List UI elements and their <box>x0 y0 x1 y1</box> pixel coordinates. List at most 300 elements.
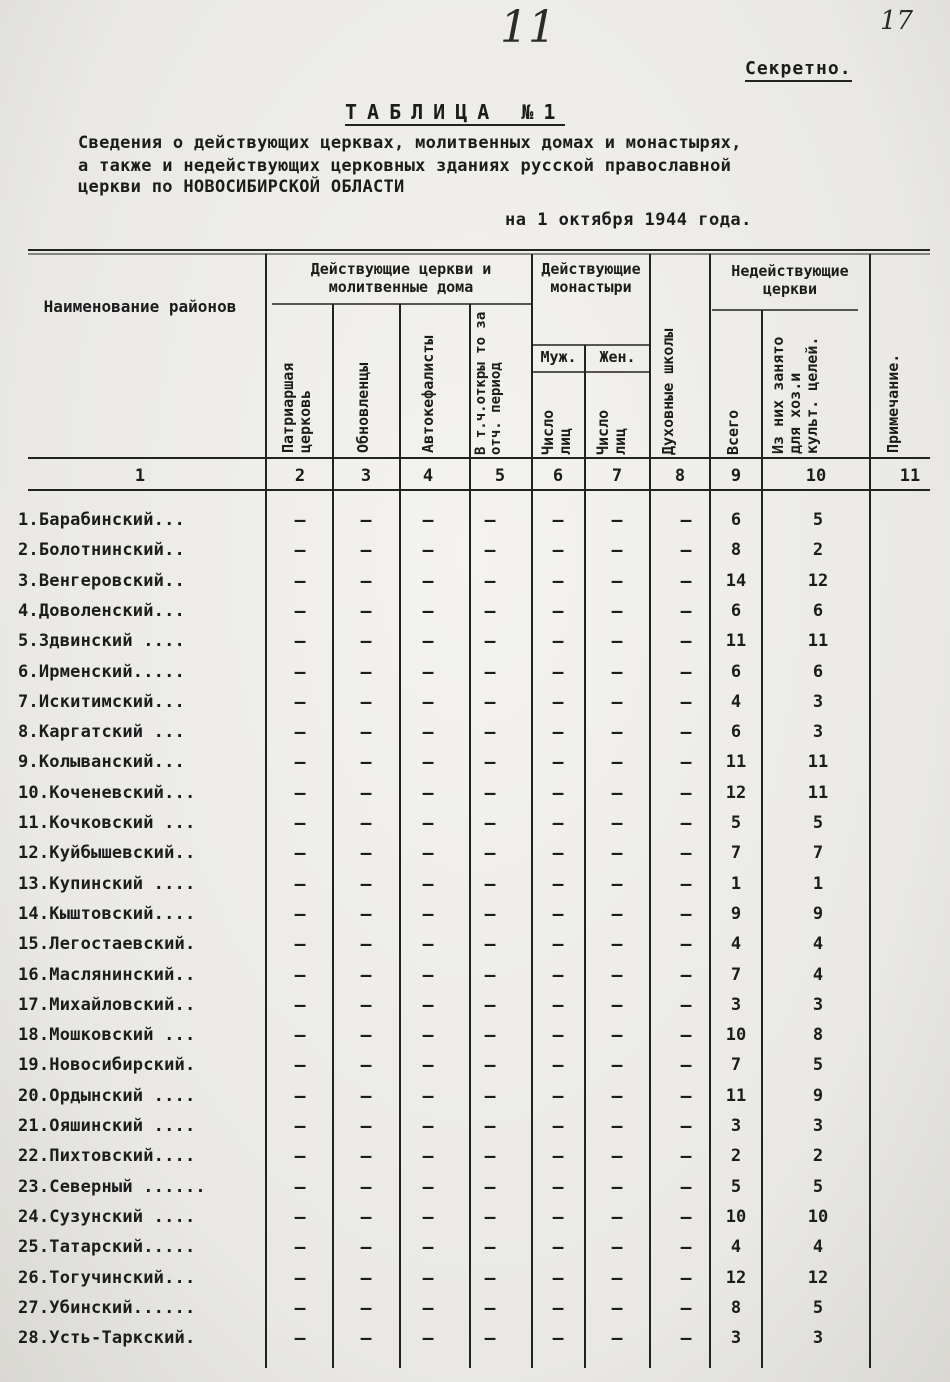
empty-cell-col7: – <box>611 1267 623 1289</box>
empty-cell-col2: – <box>294 631 306 653</box>
empty-cell-col8: – <box>680 903 692 925</box>
empty-cell-col8: – <box>680 1267 692 1289</box>
empty-cell-col7: – <box>611 1237 623 1259</box>
empty-cell-col3: – <box>360 934 372 956</box>
empty-cell-col7: – <box>611 570 623 592</box>
empty-cell-col3: – <box>360 1297 372 1319</box>
empty-cell-col6: – <box>552 570 564 592</box>
district-name: 25.Татарский..... <box>18 1237 196 1258</box>
empty-cell-col7: – <box>611 1085 623 1107</box>
empty-cell-col2: – <box>294 1237 306 1259</box>
district-name: 16.Маслянинский.. <box>18 964 196 985</box>
empty-cell-col3: – <box>360 1237 372 1259</box>
empty-cell-col4: – <box>422 1176 434 1198</box>
empty-cell-col3: – <box>360 540 372 562</box>
empty-cell-col8: – <box>680 1206 692 1228</box>
empty-cell-col7: – <box>611 691 623 713</box>
empty-cell-col3: – <box>360 813 372 834</box>
used-for-economic-cell: 2 <box>812 1146 824 1167</box>
column-number-4: 4 <box>422 466 434 486</box>
inactive-total-cell: 4 <box>730 934 742 955</box>
used-for-economic-cell: 9 <box>812 1085 824 1106</box>
inactive-total-cell: 7 <box>730 964 742 985</box>
empty-cell-col6: – <box>552 510 564 531</box>
used-for-economic-cell: 11 <box>807 631 829 652</box>
empty-cell-col7: – <box>611 1328 623 1350</box>
header-renovationists: Обновленцы <box>354 362 372 453</box>
empty-cell-col8: – <box>680 994 692 1016</box>
empty-cell-col4: – <box>422 1297 434 1319</box>
inactive-total-cell: 7 <box>730 1055 742 1076</box>
column-number-9: 9 <box>730 466 742 486</box>
empty-cell-col2: – <box>294 661 306 683</box>
empty-cell-col3: – <box>360 600 372 622</box>
empty-cell-col8: – <box>680 661 692 683</box>
empty-cell-col4: – <box>422 691 434 713</box>
district-name: 22.Пихтовский.... <box>18 1146 196 1167</box>
inactive-total-cell: 5 <box>730 813 742 833</box>
empty-cell-col4: – <box>422 813 434 834</box>
used-for-economic-cell: 5 <box>812 510 824 530</box>
empty-cell-col6: – <box>552 1267 564 1289</box>
empty-cell-col5: – <box>484 964 496 986</box>
empty-cell-col6: – <box>552 722 564 744</box>
empty-cell-col5: – <box>484 1267 496 1289</box>
inactive-total-cell: 11 <box>725 631 747 652</box>
subtitle-line-1: Сведения о действующих церквах, молитвенных домах и монастырях, <box>78 133 742 153</box>
empty-cell-col8: – <box>680 964 692 986</box>
district-name: 12.Куйбышевский.. <box>18 843 196 864</box>
empty-cell-col2: – <box>294 1267 306 1289</box>
column-number-1: 1 <box>134 466 146 486</box>
empty-cell-col2: – <box>294 570 306 592</box>
header-male-count: Число лиц <box>539 409 574 455</box>
inactive-total-cell: 10 <box>725 1025 747 1046</box>
header-opened-in-period: В т.ч.откры то за отч. период <box>473 311 504 455</box>
empty-cell-col8: – <box>680 934 692 956</box>
empty-cell-col3: – <box>360 510 372 531</box>
empty-cell-col6: – <box>552 994 564 1016</box>
header-male: Муж. <box>540 348 577 366</box>
subtitle-line-2: а также и недействующих церковных зданиях русской православной <box>78 156 732 176</box>
empty-cell-col4: – <box>422 752 434 774</box>
empty-cell-col5: – <box>484 752 496 774</box>
empty-cell-col6: – <box>552 1055 564 1077</box>
inactive-total-cell: 3 <box>730 1116 742 1136</box>
empty-cell-col2: – <box>294 994 306 1016</box>
empty-cell-col6: – <box>552 631 564 653</box>
empty-cell-col5: – <box>484 1206 496 1228</box>
inactive-total-cell: 12 <box>725 782 747 803</box>
empty-cell-col7: – <box>611 994 623 1016</box>
used-for-economic-cell: 5 <box>812 1297 824 1318</box>
column-number-10: 10 <box>805 466 827 486</box>
used-for-economic-cell: 1 <box>812 873 824 894</box>
empty-cell-col2: – <box>294 873 306 895</box>
inactive-total-cell: 11 <box>725 752 747 773</box>
empty-cell-col2: – <box>294 1328 306 1350</box>
empty-cell-col7: – <box>611 843 623 865</box>
header-group-inactive-churches: Недействующие церкви <box>731 262 849 298</box>
empty-cell-col4: – <box>422 722 434 744</box>
district-name: 1.Барабинский... <box>18 510 185 530</box>
column-number-5: 5 <box>494 466 506 486</box>
empty-cell-col2: – <box>294 1176 306 1198</box>
inactive-total-cell: 4 <box>730 691 742 712</box>
district-name: 20.Ордынский .... <box>18 1085 196 1106</box>
inactive-total-cell: 2 <box>730 1146 742 1167</box>
empty-cell-col5: – <box>484 570 496 592</box>
header-group-monasteries: Действующие монастыри <box>541 260 641 296</box>
empty-cell-col4: – <box>422 1055 434 1077</box>
used-for-economic-cell: 4 <box>812 934 824 955</box>
empty-cell-col4: – <box>422 1206 434 1228</box>
empty-cell-col6: – <box>552 782 564 804</box>
district-name: 26.Тогучинский... <box>18 1267 196 1288</box>
district-name: 2.Болотнинский.. <box>18 540 185 561</box>
empty-cell-col4: – <box>422 1025 434 1047</box>
empty-cell-col6: – <box>552 1237 564 1259</box>
empty-cell-col7: – <box>611 1176 623 1198</box>
used-for-economic-cell: 3 <box>812 691 824 712</box>
column-number-11: 11 <box>899 466 921 486</box>
empty-cell-col8: – <box>680 1328 692 1350</box>
district-name: 19.Новосибирский. <box>18 1055 196 1076</box>
district-name: 14.Кыштовский.... <box>18 903 196 924</box>
table-title: ТАБЛИЦА №1 <box>345 100 566 124</box>
empty-cell-col6: – <box>552 1297 564 1319</box>
empty-cell-col8: – <box>680 1176 692 1198</box>
empty-cell-col5: – <box>484 994 496 1016</box>
empty-cell-col8: – <box>680 722 692 744</box>
inactive-total-cell: 1 <box>730 873 742 894</box>
district-name: 10.Коченевский... <box>18 782 196 803</box>
empty-cell-col3: – <box>360 570 372 592</box>
empty-cell-col6: – <box>552 1206 564 1228</box>
empty-cell-col3: – <box>360 752 372 774</box>
district-name: 8.Каргатский ... <box>18 722 185 743</box>
empty-cell-col3: – <box>360 691 372 713</box>
empty-cell-col3: – <box>360 631 372 653</box>
empty-cell-col4: – <box>422 782 434 804</box>
empty-cell-col3: – <box>360 964 372 986</box>
inactive-total-cell: 6 <box>730 510 742 530</box>
folio-mark-right: 17 <box>880 6 914 36</box>
inactive-total-cell: 6 <box>730 600 742 621</box>
empty-cell-col3: – <box>360 1328 372 1350</box>
empty-cell-col4: – <box>422 1328 434 1350</box>
used-for-economic-cell: 11 <box>807 752 829 773</box>
empty-cell-col6: – <box>552 813 564 834</box>
empty-cell-col6: – <box>552 934 564 956</box>
header-remarks: Примечание. <box>884 353 902 453</box>
empty-cell-col2: – <box>294 1085 306 1107</box>
used-for-economic-cell: 4 <box>812 1237 824 1258</box>
empty-cell-col2: – <box>294 782 306 804</box>
used-for-economic-cell: 12 <box>807 1267 829 1288</box>
empty-cell-col2: – <box>294 722 306 744</box>
empty-cell-col4: – <box>422 570 434 592</box>
used-for-economic-cell: 11 <box>807 782 829 803</box>
empty-cell-col5: – <box>484 1146 496 1168</box>
empty-cell-col5: – <box>484 1297 496 1319</box>
empty-cell-col4: – <box>422 934 434 956</box>
district-name: 17.Михайловский.. <box>18 994 196 1015</box>
empty-cell-col8: – <box>680 1237 692 1259</box>
empty-cell-col8: – <box>680 752 692 774</box>
inactive-total-cell: 8 <box>730 540 742 561</box>
empty-cell-col7: – <box>611 903 623 925</box>
district-name: 21.Ояшинский .... <box>18 1116 196 1136</box>
report-date: на 1 октября 1944 года. <box>505 210 752 230</box>
used-for-economic-cell: 5 <box>812 1055 824 1076</box>
empty-cell-col8: – <box>680 843 692 865</box>
column-number-2: 2 <box>294 466 306 486</box>
empty-cell-col5: – <box>484 1237 496 1259</box>
empty-cell-col8: – <box>680 631 692 653</box>
empty-cell-col3: – <box>360 1176 372 1198</box>
empty-cell-col8: – <box>680 510 692 531</box>
empty-cell-col6: – <box>552 843 564 865</box>
used-for-economic-cell: 2 <box>812 540 824 561</box>
inactive-total-cell: 3 <box>730 994 742 1015</box>
empty-cell-col6: – <box>552 1146 564 1168</box>
district-name: 27.Убинский...... <box>18 1297 196 1318</box>
empty-cell-col3: – <box>360 903 372 925</box>
empty-cell-col3: – <box>360 873 372 895</box>
empty-cell-col5: – <box>484 782 496 804</box>
empty-cell-col5: – <box>484 722 496 744</box>
empty-cell-col4: – <box>422 994 434 1016</box>
empty-cell-col2: – <box>294 691 306 713</box>
empty-cell-col7: – <box>611 1116 623 1137</box>
header-theological-schools: Духовные школы <box>659 328 677 455</box>
district-name: 18.Мошковский ... <box>18 1025 196 1046</box>
empty-cell-col6: – <box>552 540 564 562</box>
empty-cell-col3: – <box>360 661 372 683</box>
empty-cell-col5: – <box>484 903 496 925</box>
empty-cell-col3: – <box>360 1206 372 1228</box>
empty-cell-col6: – <box>552 964 564 986</box>
empty-cell-col5: – <box>484 600 496 622</box>
empty-cell-col2: – <box>294 510 306 531</box>
inactive-total-cell: 7 <box>730 843 742 864</box>
empty-cell-col2: – <box>294 1116 306 1137</box>
empty-cell-col8: – <box>680 1297 692 1319</box>
header-patriarchal-church: Патриаршая церковь <box>279 362 314 453</box>
empty-cell-col8: – <box>680 600 692 622</box>
empty-cell-col4: – <box>422 1237 434 1259</box>
empty-cell-col2: – <box>294 1206 306 1228</box>
empty-cell-col2: – <box>294 964 306 986</box>
empty-cell-col4: – <box>422 631 434 653</box>
empty-cell-col7: – <box>611 510 623 531</box>
empty-cell-col8: – <box>680 813 692 834</box>
header-used-for-economic: Из них занято для хоз.и культ. целей. <box>769 336 821 454</box>
empty-cell-col3: – <box>360 1055 372 1077</box>
empty-cell-col7: – <box>611 782 623 804</box>
empty-cell-col7: – <box>611 1146 623 1168</box>
district-name: 24.Сузунский .... <box>18 1206 196 1227</box>
empty-cell-col3: – <box>360 1085 372 1107</box>
empty-cell-col4: – <box>422 600 434 622</box>
header-total: Всего <box>724 409 742 455</box>
header-female-count: Число лиц <box>594 409 629 455</box>
empty-cell-col4: – <box>422 1085 434 1107</box>
empty-cell-col2: – <box>294 752 306 774</box>
empty-cell-col5: – <box>484 813 496 834</box>
used-for-economic-cell: 5 <box>812 1176 824 1197</box>
empty-cell-col5: – <box>484 1176 496 1198</box>
empty-cell-col7: – <box>611 752 623 774</box>
empty-cell-col2: – <box>294 813 306 834</box>
empty-cell-col5: – <box>484 1025 496 1047</box>
empty-cell-col8: – <box>680 1055 692 1077</box>
folio-mark-left: 11 <box>500 2 556 53</box>
empty-cell-col4: – <box>422 964 434 986</box>
empty-cell-col4: – <box>422 661 434 683</box>
district-name: 23.Северный ...... <box>18 1176 206 1197</box>
empty-cell-col8: – <box>680 570 692 592</box>
used-for-economic-cell: 3 <box>812 994 824 1015</box>
empty-cell-col2: – <box>294 540 306 562</box>
empty-cell-col8: – <box>680 1085 692 1107</box>
empty-cell-col3: – <box>360 1146 372 1168</box>
column-number-7: 7 <box>611 466 623 486</box>
column-number-8: 8 <box>674 466 686 486</box>
empty-cell-col5: – <box>484 934 496 956</box>
empty-cell-col7: – <box>611 1206 623 1228</box>
used-for-economic-cell: 3 <box>812 1116 824 1136</box>
used-for-economic-cell: 5 <box>812 813 824 833</box>
used-for-economic-cell: 4 <box>812 964 824 985</box>
subtitle-line-3: церкви по НОВОСИБИРСКОЙ ОБЛАСТИ <box>78 177 405 197</box>
inactive-total-cell: 14 <box>725 570 747 591</box>
inactive-total-cell: 6 <box>730 661 742 682</box>
empty-cell-col2: – <box>294 1297 306 1319</box>
empty-cell-col3: – <box>360 843 372 865</box>
empty-cell-col5: – <box>484 1085 496 1107</box>
empty-cell-col2: – <box>294 600 306 622</box>
empty-cell-col4: – <box>422 873 434 895</box>
district-name: 6.Ирменский..... <box>18 661 185 682</box>
header-district-name: Наименование районов <box>43 297 237 316</box>
empty-cell-col3: – <box>360 994 372 1016</box>
inactive-total-cell: 9 <box>730 903 742 924</box>
empty-cell-col2: – <box>294 1055 306 1077</box>
empty-cell-col2: – <box>294 1025 306 1047</box>
inactive-total-cell: 4 <box>730 1237 742 1258</box>
header-group-active-churches: Действующие церкви и молитвенные дома <box>310 260 492 296</box>
empty-cell-col4: – <box>422 540 434 562</box>
used-for-economic-cell: 6 <box>812 661 824 682</box>
empty-cell-col6: – <box>552 661 564 683</box>
empty-cell-col8: – <box>680 1116 692 1137</box>
empty-cell-col6: – <box>552 1176 564 1198</box>
empty-cell-col8: – <box>680 1025 692 1047</box>
header-female: Жен. <box>599 348 636 366</box>
empty-cell-col7: – <box>611 661 623 683</box>
empty-cell-col7: – <box>611 964 623 986</box>
district-name: 5.Здвинский .... <box>18 631 185 652</box>
empty-cell-col7: – <box>611 631 623 653</box>
empty-cell-col5: – <box>484 510 496 531</box>
district-name: 13.Купинский .... <box>18 873 196 894</box>
empty-cell-col8: – <box>680 782 692 804</box>
empty-cell-col2: – <box>294 934 306 956</box>
used-for-economic-cell: 7 <box>812 843 824 864</box>
inactive-total-cell: 12 <box>725 1267 747 1288</box>
empty-cell-col2: – <box>294 1146 306 1168</box>
header-autocephalists: Автокефалисты <box>419 335 437 453</box>
empty-cell-col4: – <box>422 1267 434 1289</box>
empty-cell-col2: – <box>294 903 306 925</box>
inactive-total-cell: 11 <box>725 1085 747 1106</box>
district-name: 28.Усть-Таркский. <box>18 1328 196 1349</box>
inactive-total-cell: 8 <box>730 1297 742 1318</box>
empty-cell-col6: – <box>552 691 564 713</box>
empty-cell-col8: – <box>680 540 692 562</box>
empty-cell-col7: – <box>611 1025 623 1047</box>
district-name: 15.Легостаевский. <box>18 934 196 955</box>
inactive-total-cell: 5 <box>730 1176 742 1197</box>
used-for-economic-cell: 8 <box>812 1025 824 1046</box>
empty-cell-col5: – <box>484 631 496 653</box>
empty-cell-col6: – <box>552 1085 564 1107</box>
district-name: 4.Доволенский... <box>18 600 185 621</box>
empty-cell-col7: – <box>611 600 623 622</box>
inactive-total-cell: 6 <box>730 722 742 743</box>
used-for-economic-cell: 9 <box>812 903 824 924</box>
inactive-total-cell: 3 <box>730 1328 742 1349</box>
empty-cell-col6: – <box>552 1116 564 1137</box>
empty-cell-col7: – <box>611 873 623 895</box>
district-name: 11.Кочковский ... <box>18 813 196 833</box>
empty-cell-col6: – <box>552 1025 564 1047</box>
district-name: 3.Венгеровский.. <box>18 570 185 591</box>
district-name: 7.Искитимский... <box>18 691 185 712</box>
empty-cell-col5: – <box>484 1328 496 1350</box>
empty-cell-col4: – <box>422 1116 434 1137</box>
empty-cell-col5: – <box>484 873 496 895</box>
empty-cell-col3: – <box>360 1267 372 1289</box>
empty-cell-col5: – <box>484 1055 496 1077</box>
empty-cell-col6: – <box>552 600 564 622</box>
empty-cell-col6: – <box>552 873 564 895</box>
empty-cell-col3: – <box>360 1116 372 1137</box>
empty-cell-col3: – <box>360 782 372 804</box>
empty-cell-col7: – <box>611 1055 623 1077</box>
classification-label: Секретно. <box>745 58 852 82</box>
column-number-3: 3 <box>360 466 372 486</box>
empty-cell-col7: – <box>611 540 623 562</box>
used-for-economic-cell: 12 <box>807 570 829 591</box>
empty-cell-col6: – <box>552 903 564 925</box>
inactive-total-cell: 10 <box>725 1206 747 1227</box>
empty-cell-col3: – <box>360 1025 372 1047</box>
empty-cell-col3: – <box>360 722 372 744</box>
empty-cell-col7: – <box>611 934 623 956</box>
empty-cell-col5: – <box>484 843 496 865</box>
empty-cell-col4: – <box>422 843 434 865</box>
used-for-economic-cell: 10 <box>807 1206 829 1227</box>
empty-cell-col4: – <box>422 903 434 925</box>
empty-cell-col5: – <box>484 691 496 713</box>
empty-cell-col2: – <box>294 843 306 865</box>
empty-cell-col6: – <box>552 1328 564 1350</box>
empty-cell-col4: – <box>422 510 434 531</box>
empty-cell-col6: – <box>552 752 564 774</box>
